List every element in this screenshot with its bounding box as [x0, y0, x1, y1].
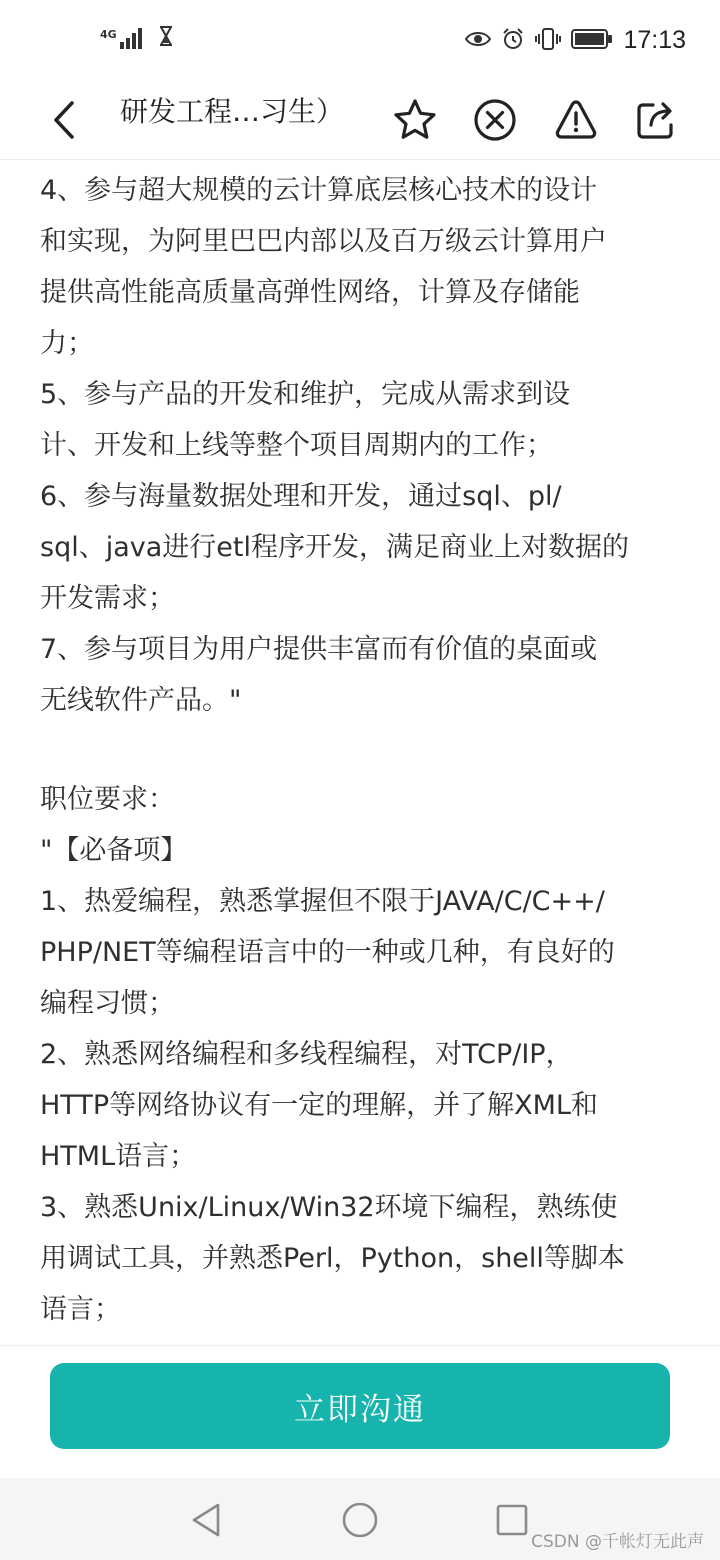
page-title: 研发工程…习生）	[120, 95, 345, 128]
star-icon	[392, 97, 438, 143]
text-line: 和实现，为阿里巴巴内部以及百万级云计算用户	[40, 226, 607, 257]
text-line: 4、参与超大规模的云计算底层核心技术的设计	[40, 175, 598, 206]
not-interested-button[interactable]	[465, 90, 525, 150]
status-bar	[0, 0, 720, 80]
text-line: 用调试工具，并熟悉Perl，Python，shell等脚本	[40, 1243, 625, 1274]
nav-back-button[interactable]	[184, 1498, 228, 1542]
text-line: 无线软件产品。"	[40, 685, 242, 716]
text-line: PHP/NET等编程语言中的一种或几种，有良好的	[40, 937, 615, 968]
bottom-action-area	[0, 1345, 720, 1478]
text-line: "【必备项】	[40, 835, 188, 866]
nav-recents-button[interactable]	[490, 1498, 534, 1542]
back-button[interactable]	[40, 90, 88, 150]
app-header	[0, 80, 720, 160]
share-icon	[633, 97, 679, 143]
close-circle-icon	[472, 97, 518, 143]
hourglass-icon	[159, 26, 173, 50]
text-line: 2、熟悉网络编程和多线程编程，对TCP/IP，	[40, 1039, 573, 1070]
network-type-label: 4G	[100, 28, 117, 41]
warning-icon	[553, 97, 599, 143]
text-line: sql、java进行etl程序开发，满足商业上对数据的	[40, 532, 629, 563]
nav-home-button[interactable]	[338, 1498, 382, 1542]
text-line: 力；	[40, 328, 94, 359]
alarm-icon	[501, 27, 525, 55]
chat-now-button[interactable]: 立即沟通	[50, 1363, 670, 1449]
circle-home-icon	[340, 1500, 380, 1540]
text-line: HTML语言；	[40, 1141, 197, 1172]
text-line: 提供高性能高质量高弹性网络，计算及存储能	[40, 277, 580, 308]
eye-icon	[465, 29, 491, 53]
text-line: 6、参与海量数据处理和开发，通过sql、pl/	[40, 481, 562, 512]
chevron-left-icon	[50, 100, 78, 140]
text-line: 语言；	[40, 1294, 121, 1325]
square-recents-icon	[494, 1502, 530, 1538]
text-line: 计、开发和上线等整个项目周期内的工作；	[40, 430, 553, 461]
text-line: 开发需求；	[40, 583, 175, 614]
system-nav-bar	[0, 1478, 720, 1560]
vibrate-icon	[535, 27, 561, 55]
job-description[interactable]	[40, 165, 690, 1345]
watermark: CSDN @千帐灯无此声	[531, 1532, 704, 1552]
section-heading: 职位要求：	[40, 784, 175, 815]
signal-4g-icon	[100, 26, 145, 50]
text-line: 1、热爱编程，熟悉掌握但不限于JAVA/C/C++/	[40, 886, 605, 917]
battery-icon	[571, 28, 613, 54]
report-button[interactable]	[546, 90, 606, 150]
text-line: 编程习惯；	[40, 988, 175, 1019]
text-line: 5、参与产品的开发和维护，完成从需求到设	[40, 379, 571, 410]
text-line: HTTP等网络协议有一定的理解，并了解XML和	[40, 1090, 598, 1121]
share-button[interactable]	[626, 90, 686, 150]
status-left	[100, 26, 173, 50]
favorite-button[interactable]	[385, 90, 445, 150]
text-line: 3、熟悉Unix/Linux/Win32环境下编程，熟练使	[40, 1192, 618, 1223]
status-right	[465, 26, 686, 55]
blank-line	[40, 726, 690, 774]
text-line: 7、参与项目为用户提供丰富而有价值的桌面或	[40, 634, 598, 665]
triangle-back-icon	[188, 1501, 224, 1539]
status-clock: 17:13	[623, 26, 686, 54]
